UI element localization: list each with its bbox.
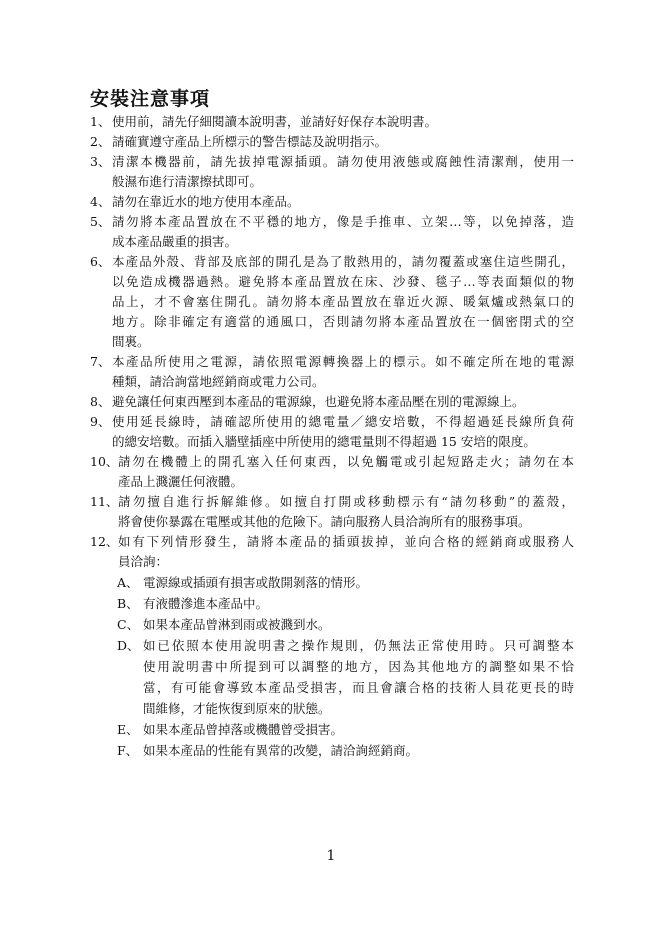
item-text-line: 如果本產品的性能有異常的改變，請洽詢經銷商。	[143, 743, 419, 758]
list-item	[90, 392, 574, 412]
item-number: 10、	[90, 454, 119, 469]
item-text-line: 如果本產品曾掉落或機體曾受損害。	[143, 722, 344, 737]
item-text	[118, 452, 574, 492]
item-text	[112, 112, 574, 132]
item-text-line: 請勿在靠近水的地方使用本產品。	[112, 194, 300, 209]
item-text-line: 員洽詢：	[118, 554, 169, 569]
page-number: 1	[326, 848, 336, 864]
item-text-line: 間維修，才能恢復到原來的狀態。	[143, 701, 331, 716]
item-text-line: 有液體滲進本產品中。	[143, 596, 269, 611]
sub-list-item	[117, 719, 574, 740]
item-text-line: 種類，請洽詢當地經銷商或電力公司。	[112, 374, 325, 389]
safety-instructions-list	[90, 112, 574, 761]
item-text	[112, 132, 574, 152]
item-text-line: 本產品外殼、背部及底部的開孔是為了散熱用的，請勿覆蓋或塞住這些開孔，	[112, 254, 574, 269]
item-text-line: 電源線或插頭有損害或散開剝落的情形。	[143, 575, 369, 590]
list-item	[90, 352, 574, 392]
item-text	[112, 212, 574, 252]
sub-list-item	[117, 635, 574, 719]
item-text-line: 般濕布進行清潔擦拭即可。	[112, 174, 263, 189]
item-text	[143, 572, 574, 593]
item-text-line: 間裏。	[112, 334, 150, 349]
item-text-line: 使用前，請先仔細閱讀本說明書，並請好好保存本說明書。	[112, 114, 438, 129]
list-item	[90, 212, 574, 252]
page-title: 安裝注意事項	[90, 88, 211, 110]
item-text-line: 請勿將本產品置放在不平穩的地方，像是手推車、立架…等，以免掉落，造	[112, 214, 574, 229]
item-text-line: 以免造成機器過熱。避免將本產品置放在床、沙發、毯子…等表面類似的物	[112, 274, 574, 289]
item-number: 7、	[90, 354, 111, 369]
item-text-line: 如有下列情形發生，請將本產品的插頭拔掉，並向合格的經銷商或服務人	[118, 534, 574, 549]
item-text-line: 請勿擅自進行拆解維修。如擅自打開或移動標示有“請勿移動”的蓋殼，	[118, 494, 574, 509]
item-number: 1、	[90, 114, 111, 129]
item-number: 3、	[90, 154, 111, 169]
list-item	[90, 192, 574, 212]
sub-list-item	[117, 740, 574, 761]
item-text	[112, 352, 574, 392]
item-text	[143, 593, 574, 614]
item-number: 12、	[90, 534, 119, 549]
item-text	[112, 252, 574, 352]
item-number: 11、	[90, 494, 119, 509]
item-text-line: 如果本產品曾淋到雨或被濺到水。	[143, 617, 331, 632]
item-number: 4、	[90, 194, 111, 209]
list-item	[90, 492, 574, 532]
item-text-line: 產品上濺灑任何液體。	[118, 474, 244, 489]
item-text	[118, 532, 574, 572]
item-text	[112, 392, 574, 412]
item-text-line: 品上，才不會塞住開孔。請勿將本產品置放在靠近火源、暖氣爐或熱氣口的	[112, 294, 574, 309]
sub-list-item	[117, 572, 574, 593]
sub-list-item	[117, 593, 574, 614]
item-text	[112, 192, 574, 212]
item-text-line: 使用說明書中所提到可以調整的地方，因為其他地方的調整如果不恰	[143, 659, 574, 674]
item-text	[143, 614, 574, 635]
item-text-line: 地方。除非確定有適當的通風口，否則請勿將本產品置放在一個密閉式的空	[112, 314, 574, 329]
list-item	[90, 532, 574, 572]
item-number: A、	[117, 575, 139, 590]
list-item	[90, 452, 574, 492]
item-text	[143, 719, 574, 740]
item-number: F、	[117, 743, 139, 758]
item-number: 5、	[90, 214, 111, 229]
sub-list	[117, 572, 574, 761]
item-number: C、	[117, 617, 140, 632]
item-number: E、	[117, 722, 139, 737]
item-number: B、	[117, 596, 139, 611]
item-text-line: 請勿在機體上的開孔塞入任何東西，以免觸電或引起短路走火；請勿在本	[118, 454, 574, 469]
item-text-line: 本產品所使用之電源，請依照電源轉換器上的標示。如不確定所在地的電源	[112, 354, 574, 369]
item-text	[118, 492, 574, 532]
item-text-line: 請確實遵守產品上所標示的警告標誌及說明指示。	[112, 134, 388, 149]
item-number: 8、	[90, 394, 111, 409]
list-item	[90, 112, 574, 132]
item-text-line: 如已依照本使用說明書之操作規則，仍無法正常使用時。只可調整本	[143, 638, 574, 653]
item-number: 2、	[90, 134, 111, 149]
list-item	[90, 132, 574, 152]
item-number: 9、	[90, 414, 111, 429]
item-text-line: 成本產品嚴重的損害。	[112, 234, 238, 249]
item-text	[143, 740, 574, 761]
sub-list-item	[117, 614, 574, 635]
item-text-line: 避免讓任何東西壓到本產品的電源線，也避免將本產品壓在別的電源線上。	[112, 394, 525, 409]
item-text	[143, 635, 574, 719]
list-item	[90, 412, 574, 452]
item-text	[112, 152, 574, 192]
item-text-line: 清潔本機器前，請先拔掉電源插頭。請勿使用液態或腐蝕性清潔劑，使用一	[112, 154, 574, 169]
item-text-line: 的總安培數。而插入牆壁插座中所使用的總電量則不得超過 15 安培的限度。	[112, 434, 536, 449]
item-number: 6、	[90, 254, 111, 269]
list-item	[90, 152, 574, 192]
item-text-line: 將會使你暴露在電壓或其他的危險下。請向服務人員洽詢所有的服務事項。	[118, 514, 531, 529]
list-item	[90, 252, 574, 352]
item-text-line: 使用延長線時，請確認所使用的總電量／總安培數，不得超過延長線所負荷	[112, 414, 574, 429]
item-text-line: 當，有可能會導致本產品受損害，而且會讓合格的技術人員花更長的時	[143, 680, 574, 695]
item-number: D、	[117, 638, 140, 653]
item-text	[112, 412, 574, 452]
